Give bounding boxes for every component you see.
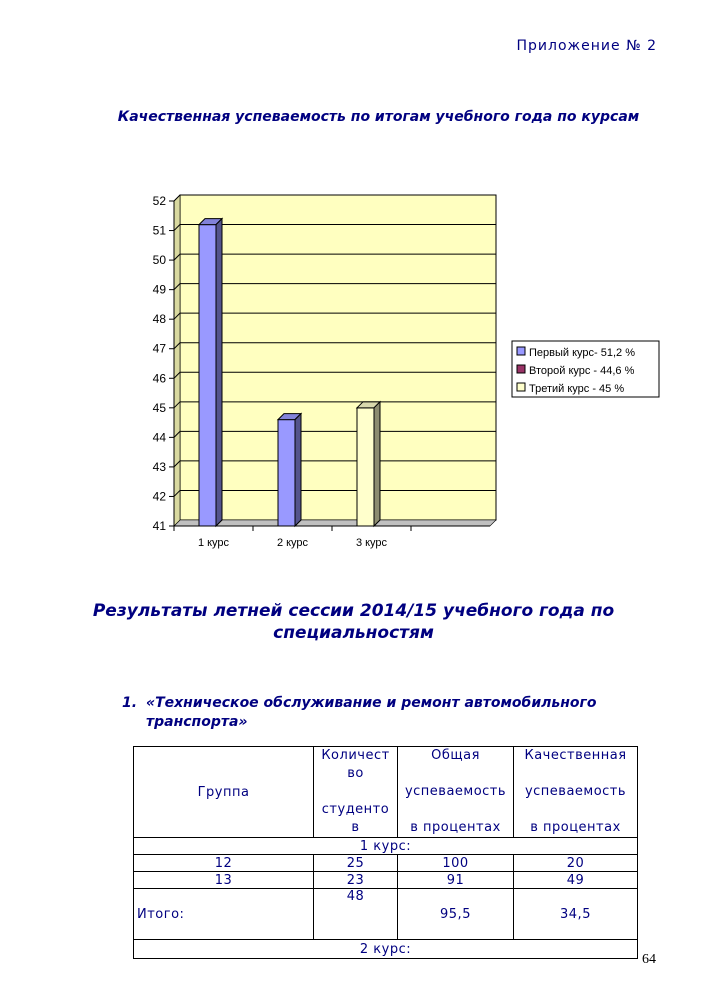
bar	[199, 225, 216, 526]
total-quality: 34,5	[514, 889, 638, 940]
bar	[357, 408, 374, 526]
y-tick-label: 52	[152, 194, 166, 208]
y-tick-label: 45	[152, 400, 166, 415]
section-title-line1: Результаты летней сессии 2014/15 учебного года по	[92, 601, 615, 621]
header-quality: Качественная успеваемость в процентах	[514, 747, 638, 838]
course-row	[134, 838, 638, 855]
y-tick-label: 48	[152, 312, 166, 327]
subsection-text: «Техническое обслуживание и ремонт автомобильного транспорта»	[146, 695, 597, 730]
x-tick-label: 3 курс	[355, 537, 388, 549]
section-title	[0, 600, 707, 644]
y-tick-label: 41	[152, 519, 166, 533]
total-general: 95,5	[398, 889, 514, 940]
y-tick-label: 46	[152, 371, 166, 386]
y-tick-label: 42	[152, 489, 166, 504]
plot-wall-border	[180, 195, 496, 520]
cell-count: 23	[314, 872, 398, 889]
legend-swatch	[517, 347, 525, 355]
x-tick-label: 1 курс	[197, 537, 230, 549]
subsection-number: 1.	[122, 695, 138, 711]
cell-count: 25	[314, 855, 398, 872]
legend-label: Второй курс - 44,6 %	[529, 365, 635, 377]
bar	[278, 420, 295, 526]
cell-quality: 20	[514, 855, 638, 872]
header-general: Общая успеваемость в процентах	[398, 747, 514, 838]
legend-swatch	[517, 365, 525, 373]
y-tick-label: 50	[152, 253, 166, 268]
course2-label: 2 курс:	[134, 940, 638, 959]
chart-title: Качественная успеваемость по итогам учебного года по курсам	[117, 109, 640, 125]
legend-label: Первый курс- 51,2 %	[529, 347, 635, 359]
legend-label: Третий курс - 45 %	[529, 383, 625, 395]
table-header-row	[134, 747, 638, 838]
x-tick-label: 2 курс	[276, 537, 309, 549]
appendix-label: Приложение № 2	[516, 38, 657, 54]
total-label: Итого:	[134, 889, 314, 940]
bar-side	[216, 219, 222, 526]
subsection-title	[122, 694, 642, 732]
table-row	[134, 855, 638, 872]
bar-side	[374, 402, 380, 526]
page-number: 64	[642, 952, 656, 967]
plot-side-wall	[174, 195, 180, 526]
cell-quality: 49	[514, 872, 638, 889]
table-row	[134, 872, 638, 889]
y-tick-label: 43	[152, 459, 166, 474]
course1-label: 1 курс:	[134, 838, 638, 855]
plot-floor	[174, 520, 496, 526]
y-tick-label: 44	[152, 430, 166, 445]
section-title-line2: специальностям	[273, 623, 434, 643]
cell-group: 13	[134, 872, 314, 889]
bar-side	[295, 414, 301, 526]
header-count: Количест во студенто в	[314, 747, 398, 838]
results-table	[133, 746, 638, 959]
total-count: 48	[314, 889, 398, 940]
y-tick-label: 47	[152, 341, 166, 356]
legend-swatch	[517, 383, 525, 391]
total-row	[134, 889, 638, 940]
cell-general: 100	[398, 855, 514, 872]
cell-group: 12	[134, 855, 314, 872]
y-tick-label: 49	[152, 282, 166, 297]
cell-general: 91	[398, 872, 514, 889]
course-row	[134, 940, 638, 959]
y-tick-label: 51	[152, 223, 166, 238]
header-group: Группа	[134, 747, 314, 838]
